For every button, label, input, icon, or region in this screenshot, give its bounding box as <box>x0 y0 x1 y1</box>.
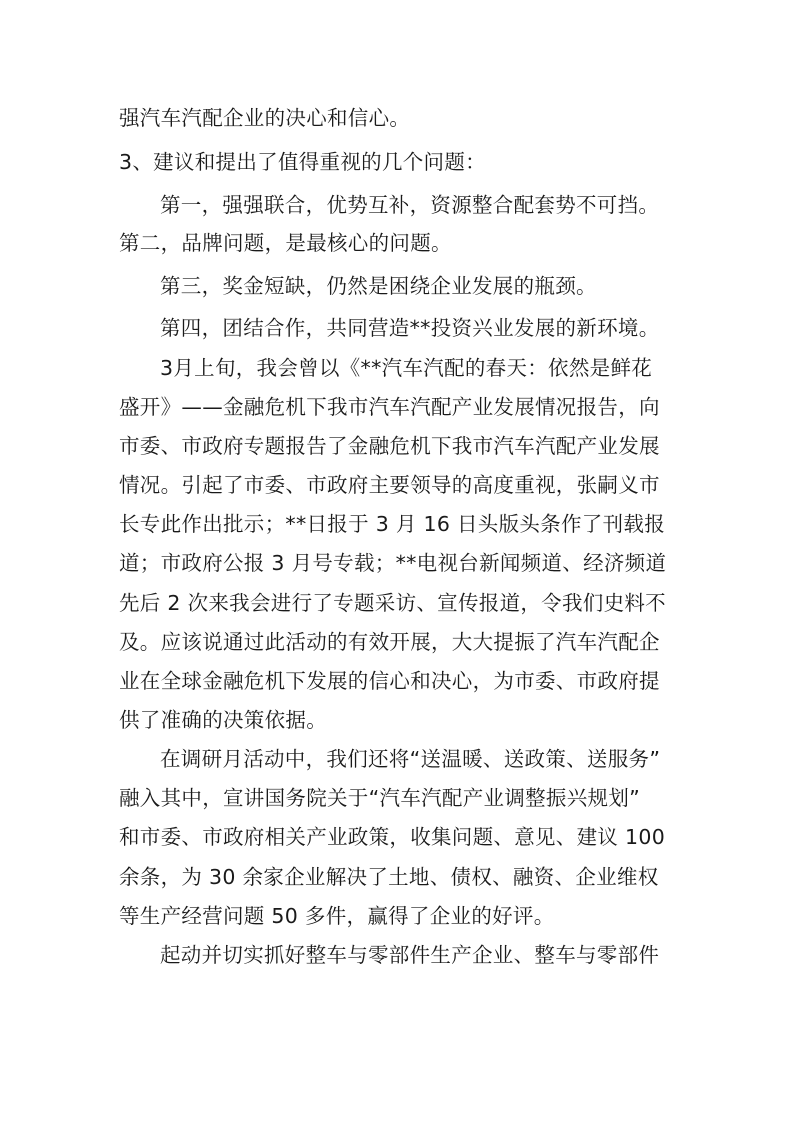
text-line: 在调研月活动中，我们还将“送温暖、送政策、送服务” <box>160 747 661 771</box>
text-line: 3、建议和提出了值得重视的几个问题： <box>119 150 486 174</box>
text-line: 道；市政府公报 3 月号专载；**电视台新闻频道、经济频道 <box>119 551 667 575</box>
text-line: 情况。引起了市委、市政府主要领导的高度重视，张嗣义市 <box>119 473 660 497</box>
text-line: 和市委、市政府相关产业政策，收集问题、意见、建议 100 <box>119 825 666 849</box>
text-line: 3月上旬，我会曾以《**汽车汽配的春天：依然是鲜花 <box>160 356 653 380</box>
text-line: 第三，奖金短缺，仍然是困绕企业发展的瓶颈。 <box>160 274 597 298</box>
text-line: 强汽车汽配企业的决心和信心。 <box>119 106 411 130</box>
text-line: 融入其中，宣讲国务院关于“汽车汽配产业调整振兴规划” <box>119 786 641 810</box>
text-line: 第一，强强联合，优势互补，资源整合配套势不可挡。 <box>160 193 660 217</box>
text-line: 第四，团结合作，共同营造**投资兴业发展的新环境。 <box>160 316 660 340</box>
text-line: 长专此作出批示；**日报于 3 月 16 日头版头条作了刊载报 <box>119 512 665 536</box>
text-line: 盛开》——金融危机下我市汽车汽配产业发展情况报告，向 <box>119 395 660 419</box>
text-line: 市委、市政府专题报告了金融危机下我市汽车汽配产业发展 <box>119 434 660 458</box>
text-line: 第二，品牌问题，是最核心的问题。 <box>119 231 452 255</box>
text-line: 等生产经营问题 50 多件，赢得了企业的好评。 <box>119 904 555 928</box>
text-line: 先后 2 次来我会进行了专题采访、宣传报道，令我们史料不 <box>119 591 666 615</box>
text-line: 供了准确的决策依据。 <box>119 708 327 732</box>
text-line: 及。应该说通过此活动的有效开展，大大提振了汽车汽配企 <box>119 630 660 654</box>
text-line: 业在全球金融危机下发展的信心和决心，为市委、市政府提 <box>119 669 660 693</box>
text-line: 余条，为 30 余家企业解决了土地、债权、融资、企业维权 <box>119 865 659 889</box>
text-line: 起动并切实抓好整车与零部件生产企业、整车与零部件 <box>160 943 660 967</box>
